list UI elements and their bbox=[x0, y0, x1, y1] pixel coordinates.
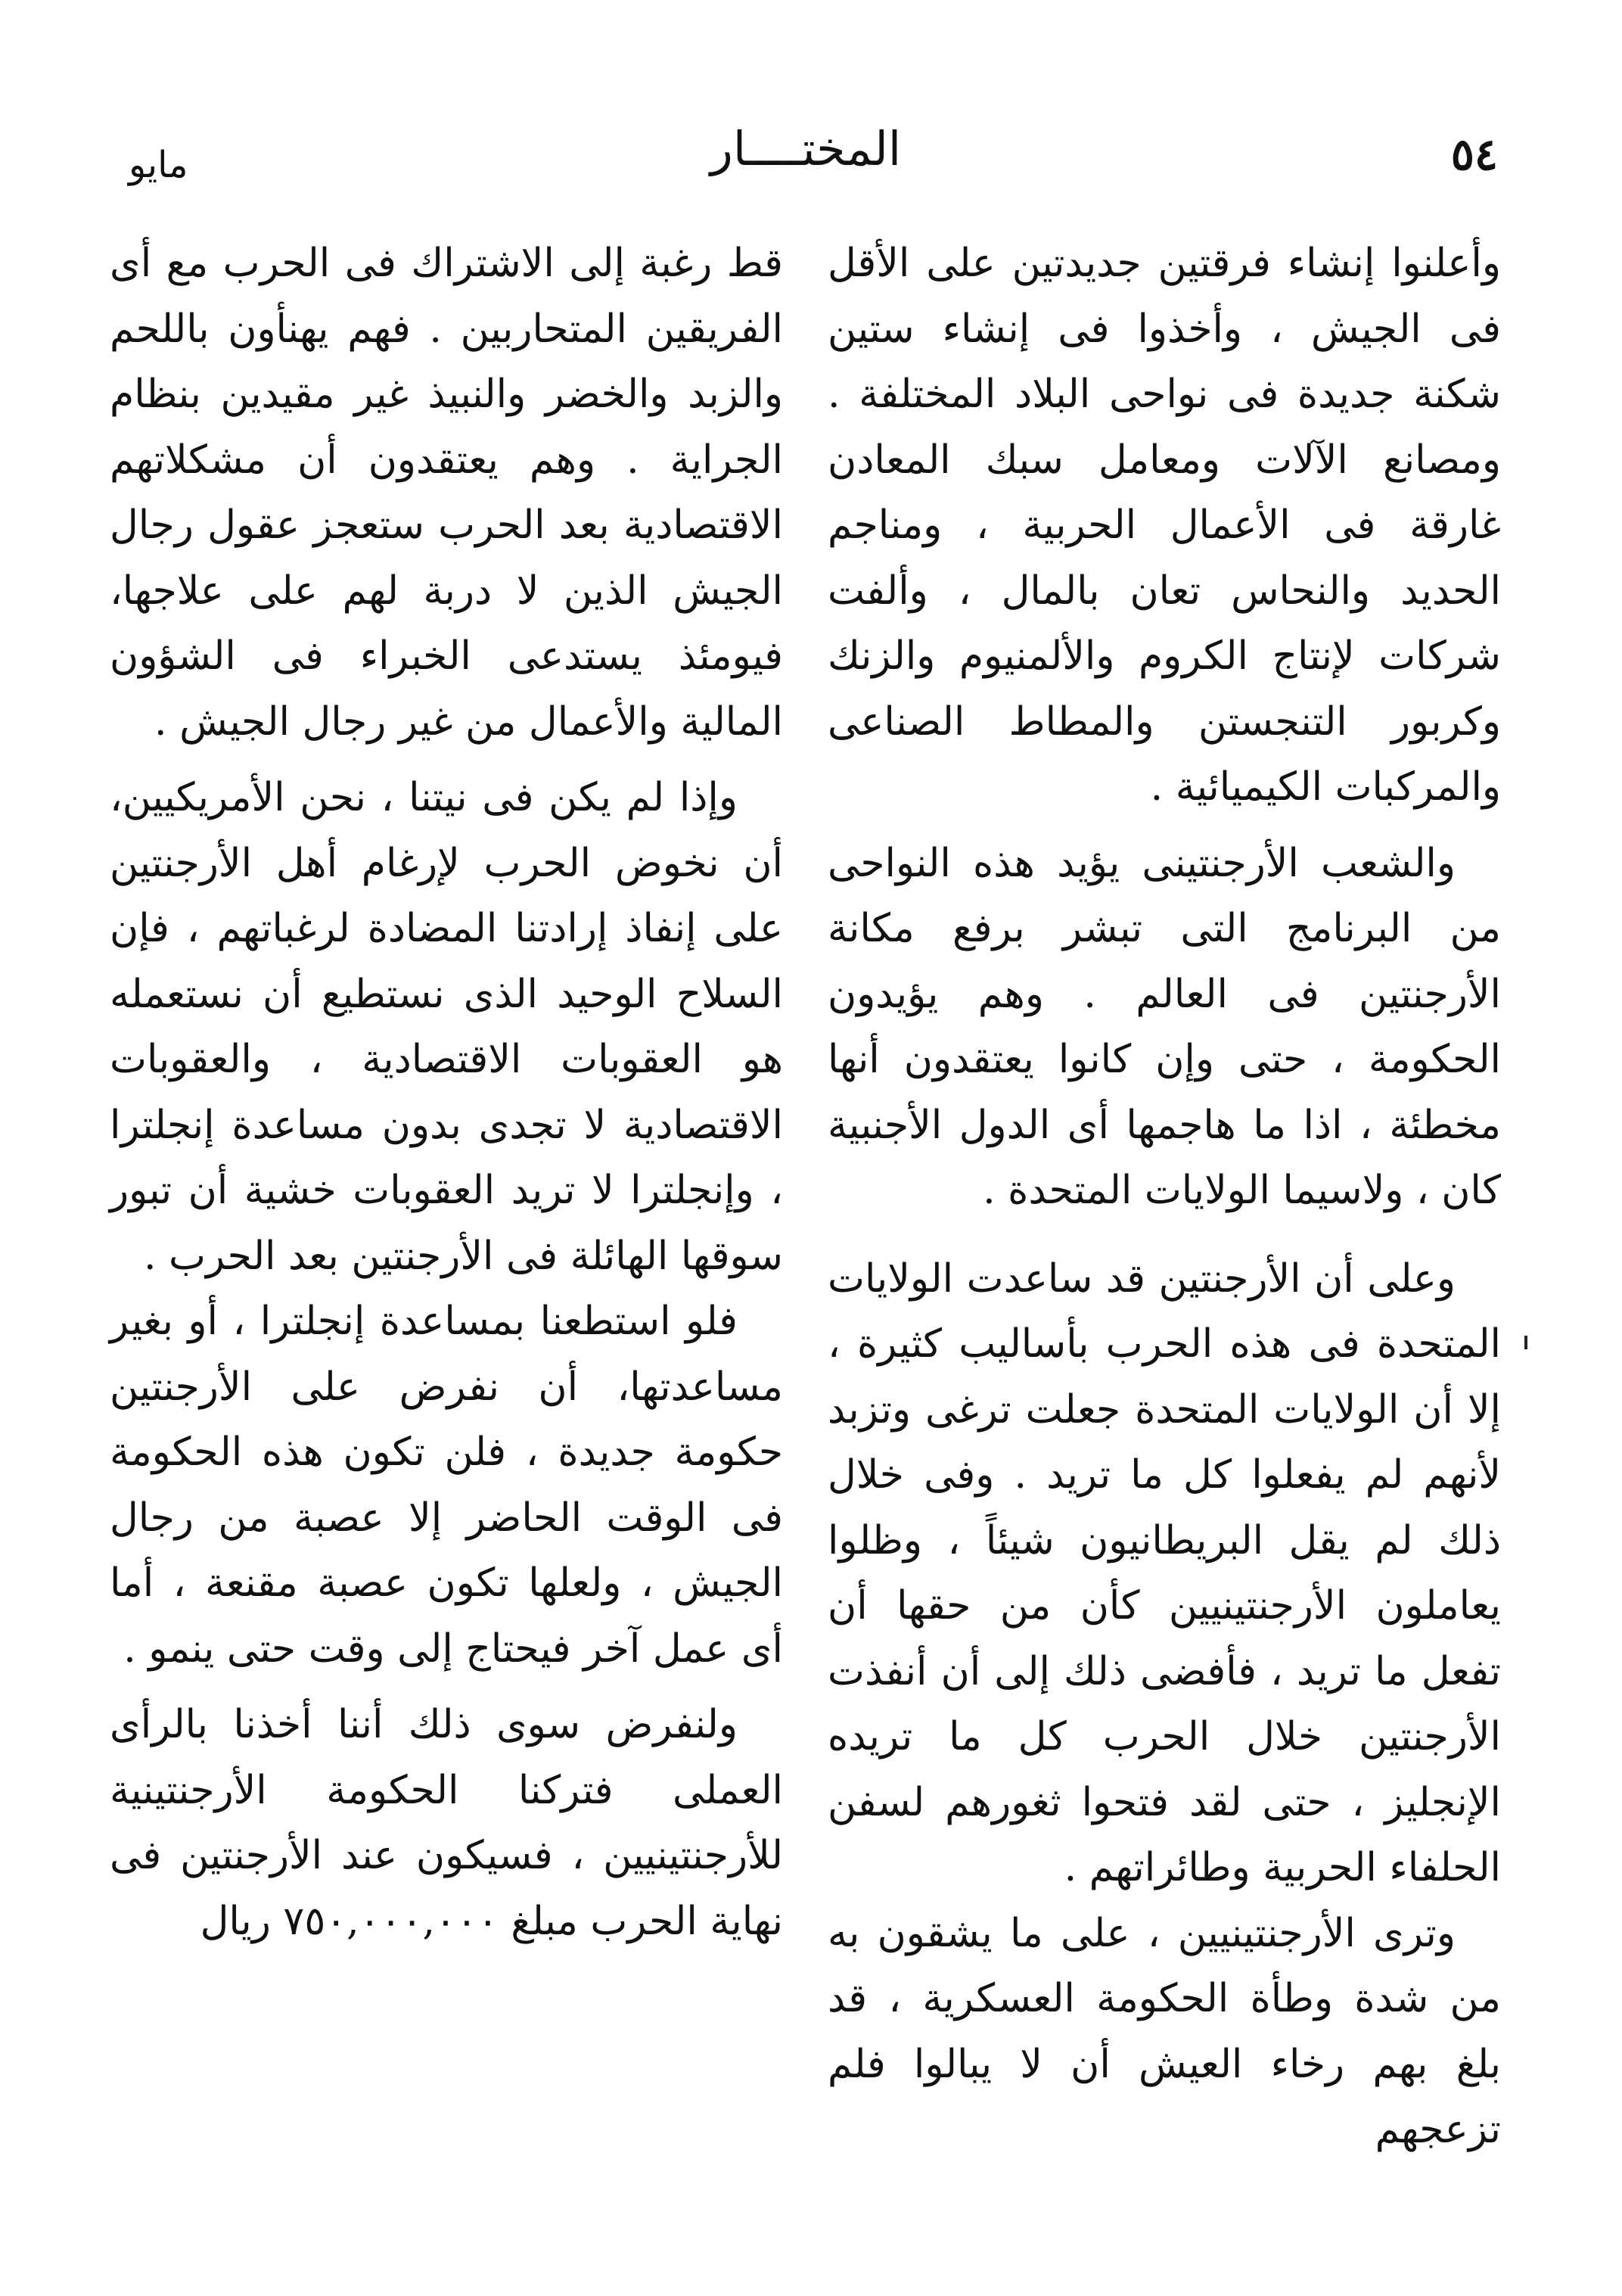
paragraph: وأعلنوا إنشاء فرقتين جديدتين على الأقل فى الجيش ، وأخذوا فى إنشاء ستين شكنة جديدة فى نواحى البلاد المختلفة . ومصانع الآلات ومعامل سبك المعادن غارقة فى الأعمال الحربية ، ومناجم الحديد والنحاس تعان بالمال ، وألفت شركات لإنتاج الكروم والألمنيوم والزنك وكربور التنجستن والمطاط الصناعى والمركبات الكيميائية . bbox=[828, 241, 1501, 810]
paragraph: وعلى أن الأرجنتين قد ساعدت الولايات المتحدة فى هذه الحرب بأساليب كثيرة ، إلا أن الولايات المتحدة جعلت ترغى وتزبد لأنهم لم يفعلوا كل ما تريد . وفى خلال ذلك لم يقل البريطانيون شيئاً ، وظلوا يعاملون الأرجنتينيين كأن من حقها أن تفعل ما تريد ، فأفضى ذلك إلى أن أنفذت الأرجنتين خلال الحرب كل ما تريده الإنجليز ، حتى لقد فتحوا ثغورهم لسفن الحلفاء الحربية وطائراتهم . bbox=[828, 1255, 1501, 1890]
left-column bbox=[110, 231, 783, 2085]
paragraph: والشعب الأرجنتينى يؤيد هذه النواحى من البرنامج التى تبشر برفع مكانة الأرجنتين فى العالم . وهم يؤيدون الحكومة ، حتى وإن كانوا يعتقدون أنها مخطئة ، اذا ما هاجمها أى الدول الأجنبية كان ، ولاسيما الولايات المتحدة . bbox=[828, 840, 1501, 1213]
paragraph: وإذا لم يكن فى نيتنا ، نحن الأمريكيين، أن نخوض الحرب لإرغام أهل الأرجنتين على إنفاذ إرادتنا المضادة لرغباتهم ، فإن السلاح الوحيد الذى نستطيع أن نستعمله هو العقوبات الاقتصادية ، والعقوبات الاقتصادية لا تجدى بدون مساعدة إنجلترا ، وإنجلترا لا تريد العقوبات خشية أن تبور سوقها الهائلة فى الأرجنتين بعد الحرب . bbox=[110, 775, 783, 1279]
page-number: ٥٤ bbox=[1450, 129, 1498, 180]
print-speck bbox=[1524, 1336, 1527, 1349]
page-header bbox=[113, 121, 1498, 204]
running-title: المختــــار bbox=[710, 121, 902, 176]
paragraph: ولنفرض سوى ذلك أننا أخذنا بالرأى العملى فتركنا الحكومة الأرجنتينية للأرجنتينيين ، فسيكون عند الأرجنتين فى نهاية الحرب مبلغ ٧٥٠,٠٠٠,٠٠٠ ريال bbox=[110, 1702, 783, 1944]
paragraph: قط رغبة إلى الاشتراك فى الحرب مع أى الفريقين المتحاربين . فهم يهنأون باللحم والزبد والخضر والنبيذ غير مقيدين بنظام الجراية . وهم يعتقدون أن مشكلاتهم الاقتصادية بعد الحرب ستعجز عقول رجال الجيش الذين لا دربة لهم على علاجها، فيومئذ يستدعى الخبراء فى الشؤون المالية والأعمال من غير رجال الجيش . bbox=[110, 241, 784, 745]
right-column bbox=[828, 231, 1501, 2152]
issue-month: مايو bbox=[129, 144, 188, 186]
paragraph: فلو استطعنا بمساعدة إنجلترا ، أو بغير مساعدتها، أن نفرض على الأرجنتين حكومة جديدة ، فلن تكون هذه الحكومة فى الوقت الحاضر إلا عصبة من رجال الجيش ، ولعلها تكون عصبة مقنعة ، أما أى عمل آخر فيحتاج إلى وقت حتى ينمو . bbox=[110, 1299, 783, 1672]
paragraph: وترى الأرجنتينيين ، على ما يشقون به من شدة وطأة الحكومة العسكرية ، قد بلغ بهم رخاء العيش أن لا يبالوا فلم تزعجهم bbox=[828, 1910, 1501, 2152]
